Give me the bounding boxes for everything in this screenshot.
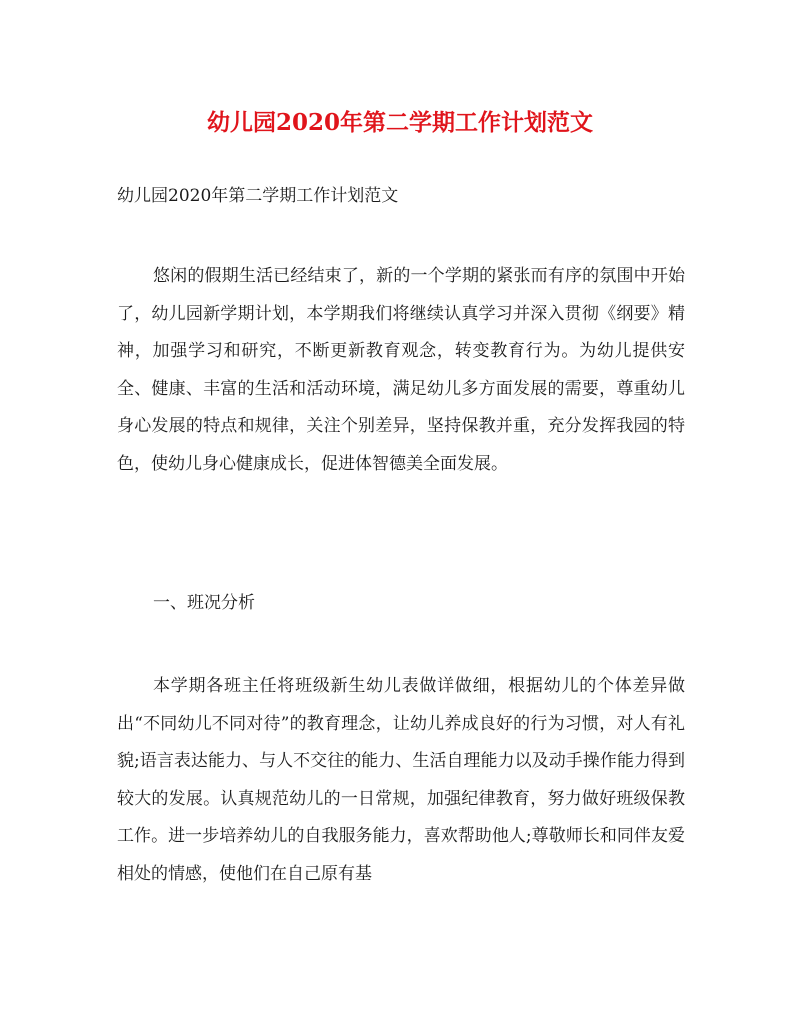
document-title: 幼儿园2020年第二学期工作计划范文 bbox=[206, 109, 593, 136]
class-analysis-paragraph: 本学期各班主任将班级新生幼儿表做详做细，根据幼儿的个体差异做出“不同幼儿不同对待”的教育理念，让幼儿养成良好的行为习惯，对人有礼貌;语言表达能力、与人不交往的能力、生活自理能力以及动手操作能力得到较大的发展。认真规范幼儿的一日常规，加强纪律教育，努力做好班级保教工作。进一步培养幼儿的自我服务能力，喜欢帮助他人;尊敬师长和同伴友爱相处的情感，使他们在自己原有基 bbox=[117, 676, 685, 884]
section-heading-class-analysis: 一、班况分析 bbox=[153, 593, 255, 613]
intro-paragraph: 悠闲的假期生活已经结束了，新的一个学期的紧张而有序的氛围中开始了，幼儿园新学期计划，本学期我们将继续认真学习并深入贯彻《纲要》精神，加强学习和研究，不断更新教育观念，转变教育行为。为幼儿提供安全、健康、丰富的生活和活动环境，满足幼儿多方面发展的需要，尊重幼儿身心发展的特点和规律，关注个别差异，坚持保教并重，充分发挥我园的特色，使幼儿身心健康成长，促进体智德美全面发展。 bbox=[117, 266, 685, 474]
document-subtitle: 幼儿园2020年第二学期工作计划范文 bbox=[117, 186, 399, 206]
